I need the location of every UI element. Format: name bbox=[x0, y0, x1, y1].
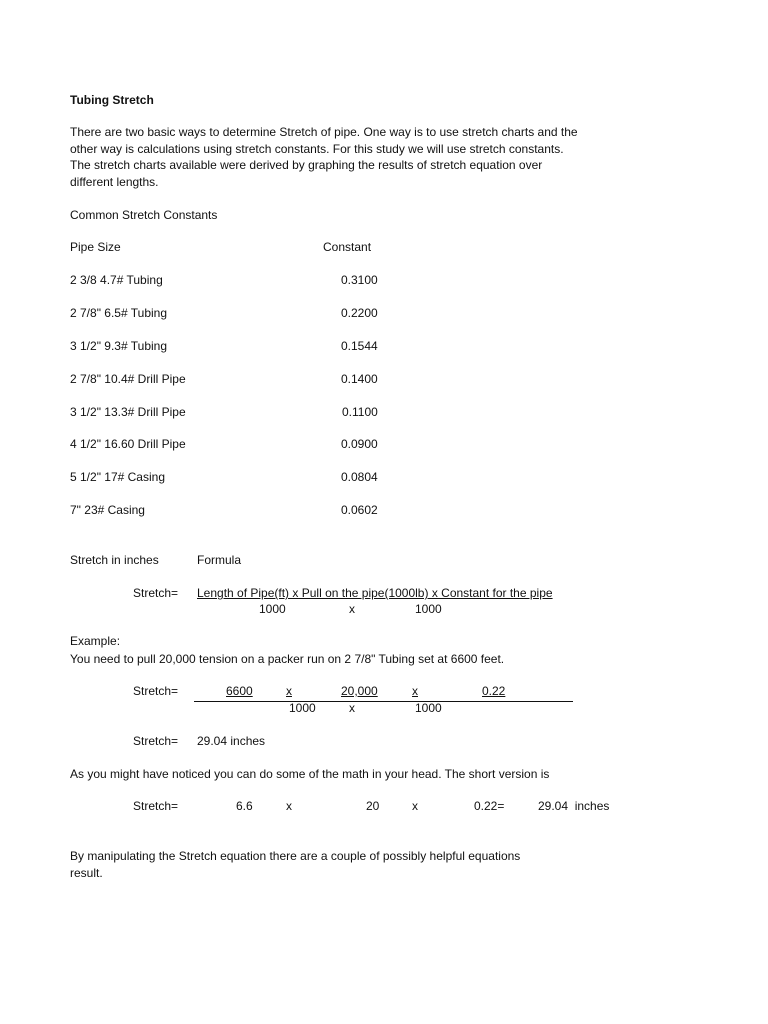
example-label: Example: bbox=[70, 634, 121, 648]
table-row-constant: 0.1100 bbox=[342, 405, 378, 419]
closing-line: By manipulating the Stretch equation there are a couple of possibly helpful equations bbox=[70, 849, 521, 863]
short-version-term: 6.6 bbox=[236, 799, 253, 813]
table-row-size: 2 3/8 4.7# Tubing bbox=[70, 273, 163, 287]
example-numerator-term: 20,000 bbox=[341, 684, 378, 698]
short-version-result: 29.04 inches bbox=[538, 799, 610, 813]
table-row-size: 5 1/2" 17# Casing bbox=[70, 470, 165, 484]
intro-line: different lengths. bbox=[70, 174, 159, 189]
table-row-size: 3 1/2" 13.3# Drill Pipe bbox=[70, 405, 186, 419]
example-numerator-operator: x bbox=[412, 684, 418, 698]
table-row-size: 3 1/2" 9.3# Tubing bbox=[70, 339, 168, 353]
table-row-size: 4 1/2" 16.60 Drill Pipe bbox=[70, 437, 186, 451]
page-title: Tubing Stretch bbox=[70, 93, 154, 107]
intro-paragraph bbox=[70, 124, 630, 190]
example-numerator-term: 6600 bbox=[226, 684, 253, 698]
formula-numerator: Length of Pipe(ft) x Pull on the pipe(1000lb) x Constant for the pipe bbox=[197, 586, 553, 600]
short-version-operator: x bbox=[286, 799, 292, 813]
table-header-size: Pipe Size bbox=[70, 240, 121, 254]
short-version-term: 20 bbox=[366, 799, 380, 813]
table-row-size: 2 7/8" 10.4# Drill Pipe bbox=[70, 372, 186, 386]
example-result: 29.04 inches bbox=[197, 734, 266, 748]
short-version-term: 0.22= bbox=[474, 799, 505, 813]
formula-denominator-term: 1000 bbox=[259, 602, 286, 616]
formula-stretch-label: Stretch= bbox=[133, 586, 179, 600]
intro-line: The stretch charts available were derived by graphing the results of stretch equation over bbox=[70, 158, 543, 172]
example-denominator-operator: x bbox=[349, 701, 355, 715]
table-row-constant: 0.1400 bbox=[341, 372, 378, 386]
example-stretch-label: Stretch= bbox=[133, 684, 179, 698]
table-row-constant: 0.2200 bbox=[341, 306, 378, 320]
table-row-constant: 0.0602 bbox=[341, 503, 378, 517]
table-row-constant: 0.1544 bbox=[341, 339, 378, 353]
short-version-text: As you might have noticed you can do some of the math in your head. The short version is bbox=[70, 767, 550, 781]
formula-denominator-operator: x bbox=[349, 602, 355, 616]
example-denominator-term: 1000 bbox=[289, 701, 316, 715]
formula-denominator-term: 1000 bbox=[415, 602, 442, 616]
constants-heading: Common Stretch Constants bbox=[70, 208, 218, 222]
short-version-operator: x bbox=[412, 799, 418, 813]
table-header-constant: Constant bbox=[323, 240, 372, 254]
example-result-label: Stretch= bbox=[133, 734, 179, 748]
intro-line: There are two basic ways to determine Stretch of pipe. One way is to use stretch charts and the bbox=[70, 125, 578, 139]
example-numerator-operator: x bbox=[286, 684, 292, 698]
short-version-stretch-label: Stretch= bbox=[133, 799, 179, 813]
intro-line: other way is calculations using stretch constants. For this study we will use stretch constants. bbox=[70, 141, 564, 156]
formula-label: Formula bbox=[197, 553, 242, 567]
formula-section-label: Stretch in inches bbox=[70, 553, 159, 567]
example-numerator-term: 0.22 bbox=[482, 684, 506, 698]
table-row-constant: 0.0900 bbox=[341, 437, 378, 451]
fraction-line bbox=[194, 701, 573, 702]
example-denominator-term: 1000 bbox=[415, 701, 442, 715]
table-row-constant: 0.3100 bbox=[341, 273, 378, 287]
closing-line: result. bbox=[70, 866, 103, 880]
table-row-size: 2 7/8" 6.5# Tubing bbox=[70, 306, 168, 320]
table-row-constant: 0.0804 bbox=[341, 470, 378, 484]
example-description: You need to pull 20,000 tension on a packer run on 2 7/8" Tubing set at 6600 feet. bbox=[70, 652, 505, 666]
table-row-size: 7" 23# Casing bbox=[70, 503, 145, 517]
